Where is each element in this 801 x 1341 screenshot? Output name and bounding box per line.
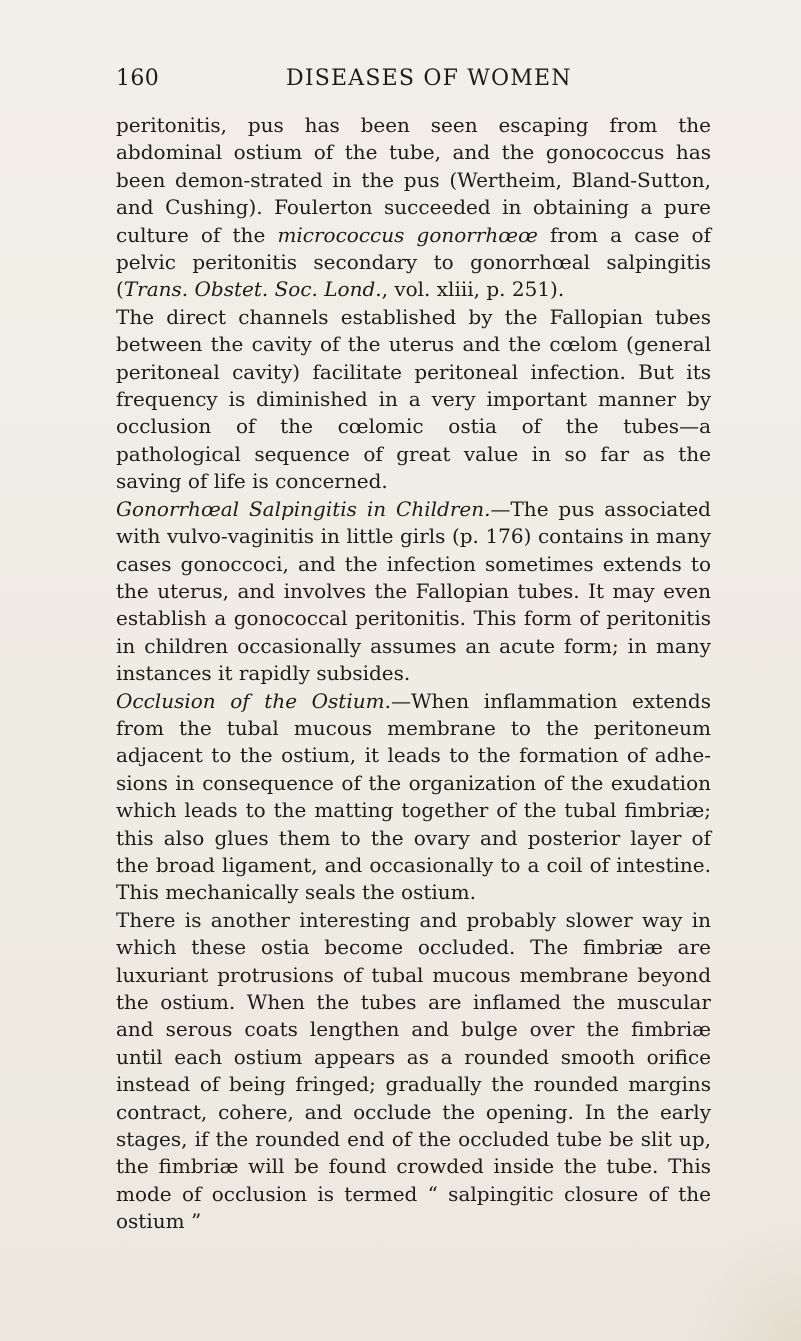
paragraph-2: The direct channels established by the Fallopian tubes between the cavity of the uterus and the cœlom (general peritoneal cavity) facilitate peritoneal infection. But its frequency is diminished in a very important manner by occlusion of the cœlomic ostia of the tubes—a pathological sequence of great value in so far as the saving of life is concerned.: [116, 304, 711, 494]
paragraph-5: There is another interesting and probably slower way in which these ostia become occluded. The fimbriæ are luxuriant protrusions of tubal mucous membrane beyond the ostium. When the tubes are inflamed the muscular and serous coats lengthen and bulge over the fimbriæ until each ostium appears as a rounded smooth orifice instead of being fringed; gradually the rounded margins contract, cohere, and occlude the opening. In the early stages, if the rounded end of the occluded tube be slit up, the fimbriæ will be found crowded inside the tube. This mode of occlusion is termed “ salpingitic closure of the ostium ”: [116, 907, 711, 1234]
body-text: [116, 112, 711, 1236]
paragraph-4-text: —When inflammation extends from the tubal mucous membrane to the peritoneum adjacent to the ostium, it leads to the formation of adhe-sions in consequence of the organization of the exudation which leads to the matting together of the tubal fimbriæ; this also glues them to the ovary and posterior layer of the broad ligament, and occasionally to a coil of intestine. This mechanically seals the ostium.: [116, 688, 711, 905]
paper-stain: [681, 1221, 801, 1341]
paragraph-3-text: —The pus associated with vulvo-vaginitis in little girls (p. 176) contains in many cases gonoccoci, and the infection sometimes extends to the uterus, and involves the Fallopian tubes. It may even establish a gonococcal peritonitis. This form of peritonitis in children occasionally assumes an acute form; in many instances it rapidly subsides.: [116, 496, 711, 686]
species-name: micrococcus gonorrhœœ: [277, 222, 538, 247]
paragraph-1: [116, 112, 711, 304]
section-heading-occlusion: Occlusion of the Ostium.: [116, 688, 391, 713]
journal-reference: Trans. Obstet. Soc. Lond.: [123, 277, 382, 302]
page-number: 160: [116, 66, 160, 91]
section-heading-children: Gonorrhœal Salpingitis in Children.: [116, 496, 491, 521]
paragraph-4: [116, 688, 711, 907]
paragraph-1-mid: from a case of pelvic peritonitis secondary to gonorrhœal salpingitis (: [116, 222, 712, 302]
paragraph-1-text: peritonitis, pus has been seen escaping from the abdominal ostium of the tube, and the gonococcus has been demon-strated in the pus (Wertheim, Bland-Sutton, and Cushing). Foulerton succeeded in obtaining a pure culture of the: [116, 113, 711, 247]
running-head: DISEASES OF WOMEN: [286, 66, 572, 91]
paragraph-3: [116, 496, 711, 688]
page-header: [116, 66, 710, 100]
paragraph-1-end: , vol. xliii, p. 251).: [381, 277, 565, 302]
